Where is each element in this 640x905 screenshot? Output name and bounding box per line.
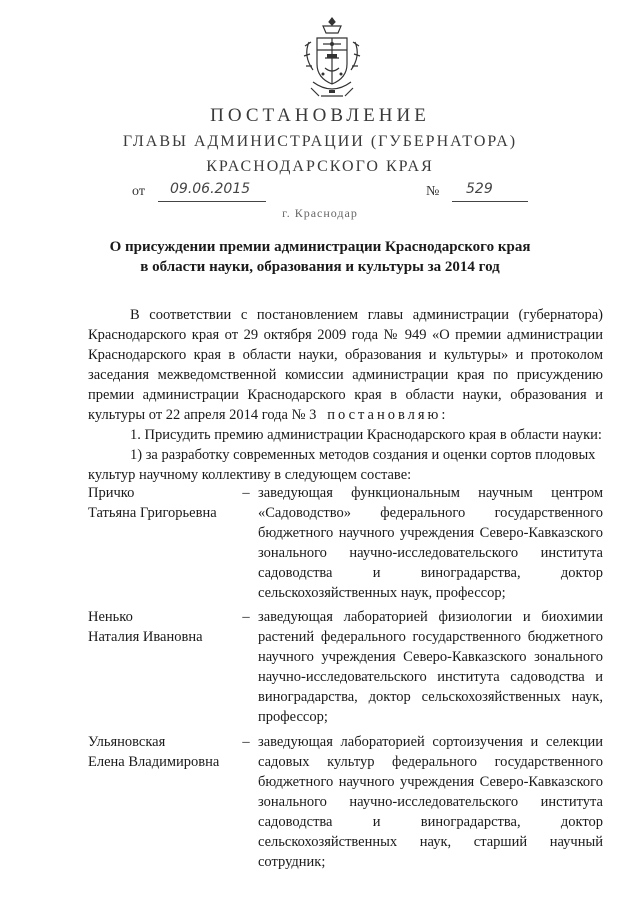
entry-dash: –	[242, 485, 250, 501]
awardee-given-name: Татьяна Григорьевна	[88, 505, 217, 521]
awardee-given-name: Елена Владимировна	[88, 754, 220, 770]
body-line: Краснодарского края от 29 октября 2009 года № 949 «О премии администрации	[88, 327, 603, 343]
awardee-name	[88, 607, 238, 647]
awardee-given-name: Наталия Ивановна	[88, 629, 203, 645]
document-date: 09.06.2015	[170, 181, 251, 197]
awardee-entry	[88, 732, 603, 872]
awardee-entry	[88, 483, 603, 603]
title-line: О присуждении премии администрации Краснодарского края	[109, 239, 531, 255]
awardee-name	[88, 732, 238, 772]
resolution-keyword: постановляю:	[327, 407, 449, 423]
body-line: Краснодарского края в области науки, образования и культуры» и протоколом	[88, 347, 603, 363]
item-1-subitem: 1) за разработку современных методов создания и оценки сортов плодовых	[130, 447, 596, 463]
awardee-description: заведующая лабораторией физиологии и биохимии растений федерального государственного бюджетного научного учреждения Северо-Кавказского зонального научно-исследовательского института садоводства и виноградарства, доктор сельскохозяйственных наук, профессор;	[258, 609, 603, 725]
item-1: 1. Присудить премию администрации Краснодарского края в области науки:	[130, 427, 602, 443]
awardee-description: заведующая лабораторией сортоизучения и селекции садовых культур федерального государственного бюджетного научного учреждения Северо-Кавказского зонального научно-исследовательского института садоводства и виноградарства, доктор сельскохозяйственных наук, старший научный сотрудник;	[258, 734, 603, 870]
awardee-surname: Причко	[88, 485, 135, 501]
awardee-surname: Ульяновская	[88, 734, 166, 750]
body-line	[88, 405, 603, 425]
item-1-subitem-cont: культур научному коллективу в следующем составе:	[88, 467, 412, 483]
entry-dash: –	[242, 734, 250, 750]
awardee-name	[88, 483, 238, 523]
body-line: премии администрации Краснодарского края в области науки, образования и	[88, 387, 603, 403]
awardee-surname: Ненько	[88, 609, 133, 625]
coat-of-arms-emblem	[301, 16, 363, 102]
awardee-entry	[88, 607, 603, 727]
title-line: в области науки, образования и культуры за 2014 год	[140, 259, 500, 275]
preamble-paragraph	[88, 305, 603, 485]
number-underline	[452, 201, 528, 202]
city-label: г. Краснодар	[282, 206, 358, 220]
document-number: 529	[466, 181, 493, 197]
document-type-heading: ПОСТАНОВЛЕНИЕ	[210, 105, 430, 126]
issuer-heading: ГЛАВЫ АДМИНИСТРАЦИИ (ГУБЕРНАТОРА)	[122, 133, 518, 150]
entry-dash: –	[242, 609, 250, 625]
awardee-description: заведующая функциональным научным центром «Садоводство» федерального государственного бюджетного научного учреждения Северо-Кавказского зонального научно-исследовательского института садоводства и виноградарства, доктор сельскохозяйственных наук, профессор;	[258, 485, 603, 601]
body-line: В соответствии с постановлением главы администрации (губернатора)	[130, 307, 603, 323]
date-prefix: от	[132, 184, 145, 199]
date-underline	[158, 201, 266, 202]
region-heading: КРАСНОДАРСКОГО КРАЯ	[206, 158, 434, 175]
document-title	[0, 237, 640, 277]
resolution-prefix: культуры от 22 апреля 2014 года № 3	[88, 407, 317, 423]
number-prefix: №	[426, 184, 440, 199]
body-line: заседания межведомственной комиссии администрации края по присуждению	[88, 367, 603, 383]
